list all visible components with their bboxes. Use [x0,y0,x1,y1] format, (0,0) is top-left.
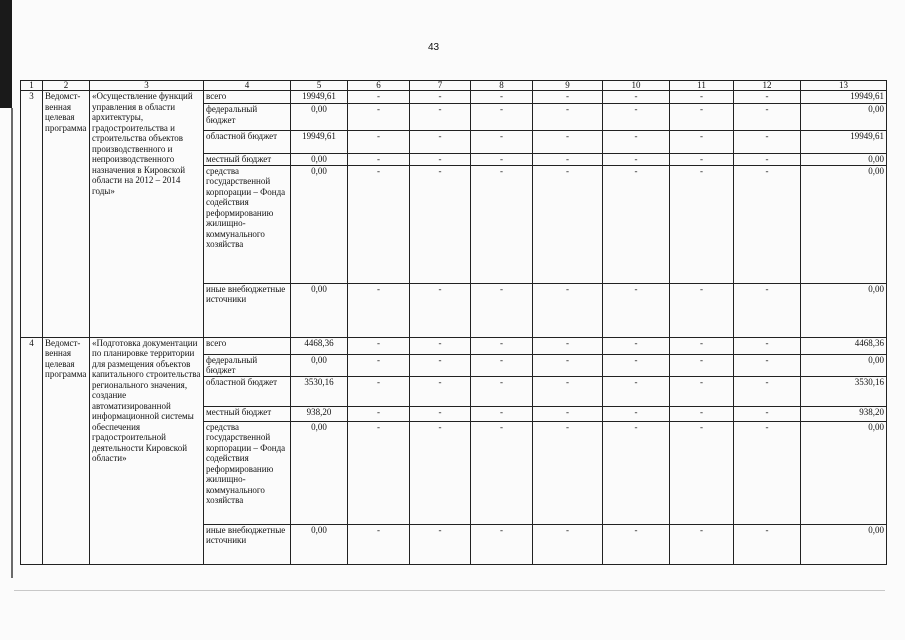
value-col13: 0,00 [801,165,887,283]
funding-source-label: федеральный бюджет [204,104,291,131]
value-col5: 0,00 [291,524,348,564]
table-row [21,337,887,354]
value-col7: - [410,376,471,406]
value-col10: - [603,376,670,406]
value-col9: - [533,376,603,406]
value-col5: 0,00 [291,354,348,376]
value-col5: 0,00 [291,165,348,283]
funding-source-label: всего [204,91,291,104]
funding-source-label: иные внебюджетные источники [204,524,291,564]
value-col7: - [410,524,471,564]
value-col11: - [670,131,734,154]
value-col9: - [533,165,603,283]
header-cell: 12 [734,81,801,91]
value-col8: - [471,165,533,283]
value-col8: - [471,524,533,564]
value-col12: - [734,154,801,166]
header-cell: 10 [603,81,670,91]
program-name: «Осуществление функций управления в области архитектуры, градостроительства и строительства объектов производственного и непроизводственного назначения в Кировской области на 2012 – 2014 годы» [90,91,204,338]
value-col6: - [348,406,410,421]
value-col6: - [348,421,410,524]
funding-source-label: областной бюджет [204,131,291,154]
header-cell: 13 [801,81,887,91]
value-col8: - [471,354,533,376]
value-col5: 938,20 [291,406,348,421]
value-col12: - [734,165,801,283]
value-col12: - [734,376,801,406]
value-col9: - [533,104,603,131]
value-col11: - [670,376,734,406]
value-col11: - [670,337,734,354]
value-col9: - [533,283,603,337]
value-col5: 0,00 [291,421,348,524]
value-col9: - [533,354,603,376]
value-col11: - [670,283,734,337]
value-col13: 0,00 [801,283,887,337]
header-cell: 8 [471,81,533,91]
value-col9: - [533,406,603,421]
value-col10: - [603,91,670,104]
funding-source-label: местный бюджет [204,154,291,166]
header-cell: 6 [348,81,410,91]
value-col7: - [410,154,471,166]
value-col7: - [410,337,471,354]
page-number: 43 [428,42,440,53]
value-col7: - [410,131,471,154]
value-col6: - [348,524,410,564]
header-cell: 1 [21,81,43,91]
value-col6: - [348,376,410,406]
value-col10: - [603,421,670,524]
value-col11: - [670,524,734,564]
value-col13: 0,00 [801,104,887,131]
value-col12: - [734,283,801,337]
scan-edge-line [11,108,13,578]
value-col13: 0,00 [801,524,887,564]
value-col5: 19949,61 [291,91,348,104]
header-cell: 5 [291,81,348,91]
value-col11: - [670,354,734,376]
value-col10: - [603,354,670,376]
value-col7: - [410,104,471,131]
value-col12: - [734,131,801,154]
value-col6: - [348,154,410,166]
header-cell: 11 [670,81,734,91]
value-col5: 4468,36 [291,337,348,354]
program-number: 3 [21,91,43,338]
value-col13: 3530,16 [801,376,887,406]
value-col11: - [670,104,734,131]
value-col9: - [533,154,603,166]
value-col9: - [533,337,603,354]
value-col11: - [670,91,734,104]
value-col7: - [410,165,471,283]
value-col7: - [410,421,471,524]
value-col12: - [734,406,801,421]
value-col5: 0,00 [291,104,348,131]
header-cell: 9 [533,81,603,91]
value-col13: 0,00 [801,154,887,166]
value-col13: 0,00 [801,421,887,524]
value-col11: - [670,421,734,524]
table-row [21,91,887,104]
value-col12: - [734,421,801,524]
program-type: Ведомст-венная целевая программа [43,91,90,338]
header-cell: 3 [90,81,204,91]
value-col6: - [348,337,410,354]
value-col8: - [471,337,533,354]
funding-table [20,80,887,565]
value-col9: - [533,131,603,154]
program-name: «Подготовка документации по планировке территории для размещения объектов капитального строительства регионального значения, создание автоматизированной информационной системы обеспечения градостроительной деятельности Кировской области» [90,337,204,564]
header-row [21,81,887,91]
value-col10: - [603,283,670,337]
value-col12: - [734,337,801,354]
value-col6: - [348,354,410,376]
value-col10: - [603,337,670,354]
value-col13: 938,20 [801,406,887,421]
value-col10: - [603,104,670,131]
value-col8: - [471,283,533,337]
value-col11: - [670,406,734,421]
value-col8: - [471,131,533,154]
value-col12: - [734,91,801,104]
value-col7: - [410,354,471,376]
bottom-rule [14,590,885,591]
value-col5: 19949,61 [291,131,348,154]
value-col6: - [348,131,410,154]
funding-source-label: федеральный бюджет [204,354,291,376]
value-col12: - [734,354,801,376]
value-col8: - [471,104,533,131]
value-col11: - [670,165,734,283]
value-col10: - [603,524,670,564]
value-col9: - [533,421,603,524]
value-col10: - [603,154,670,166]
funding-source-label: областной бюджет [204,376,291,406]
value-col10: - [603,165,670,283]
value-col6: - [348,104,410,131]
value-col8: - [471,154,533,166]
program-type: Ведомст-венная целевая программа [43,337,90,564]
value-col9: - [533,524,603,564]
value-col10: - [603,406,670,421]
value-col6: - [348,91,410,104]
value-col8: - [471,421,533,524]
funding-source-label: местный бюджет [204,406,291,421]
value-col13: 19949,61 [801,131,887,154]
value-col13: 19949,61 [801,91,887,104]
funding-source-label: всего [204,337,291,354]
value-col8: - [471,91,533,104]
value-col5: 3530,16 [291,376,348,406]
funding-source-label: средства государственной корпорации – Фонда содействия реформированию жилищно-коммунального хозяйства [204,421,291,524]
program-number: 4 [21,337,43,564]
scan-edge-shadow [0,0,12,108]
value-col12: - [734,524,801,564]
value-col8: - [471,406,533,421]
header-cell: 4 [204,81,291,91]
value-col10: - [603,131,670,154]
value-col7: - [410,283,471,337]
value-col9: - [533,91,603,104]
value-col13: 4468,36 [801,337,887,354]
value-col13: 0,00 [801,354,887,376]
value-col7: - [410,406,471,421]
header-cell: 2 [43,81,90,91]
value-col5: 0,00 [291,283,348,337]
value-col6: - [348,283,410,337]
value-col7: - [410,91,471,104]
funding-source-label: средства государственной корпорации – Фонда содействия реформированию жилищно-коммунального хозяйства [204,165,291,283]
header-cell: 7 [410,81,471,91]
value-col5: 0,00 [291,154,348,166]
funding-source-label: иные внебюджетные источники [204,283,291,337]
value-col12: - [734,104,801,131]
value-col6: - [348,165,410,283]
value-col8: - [471,376,533,406]
value-col11: - [670,154,734,166]
